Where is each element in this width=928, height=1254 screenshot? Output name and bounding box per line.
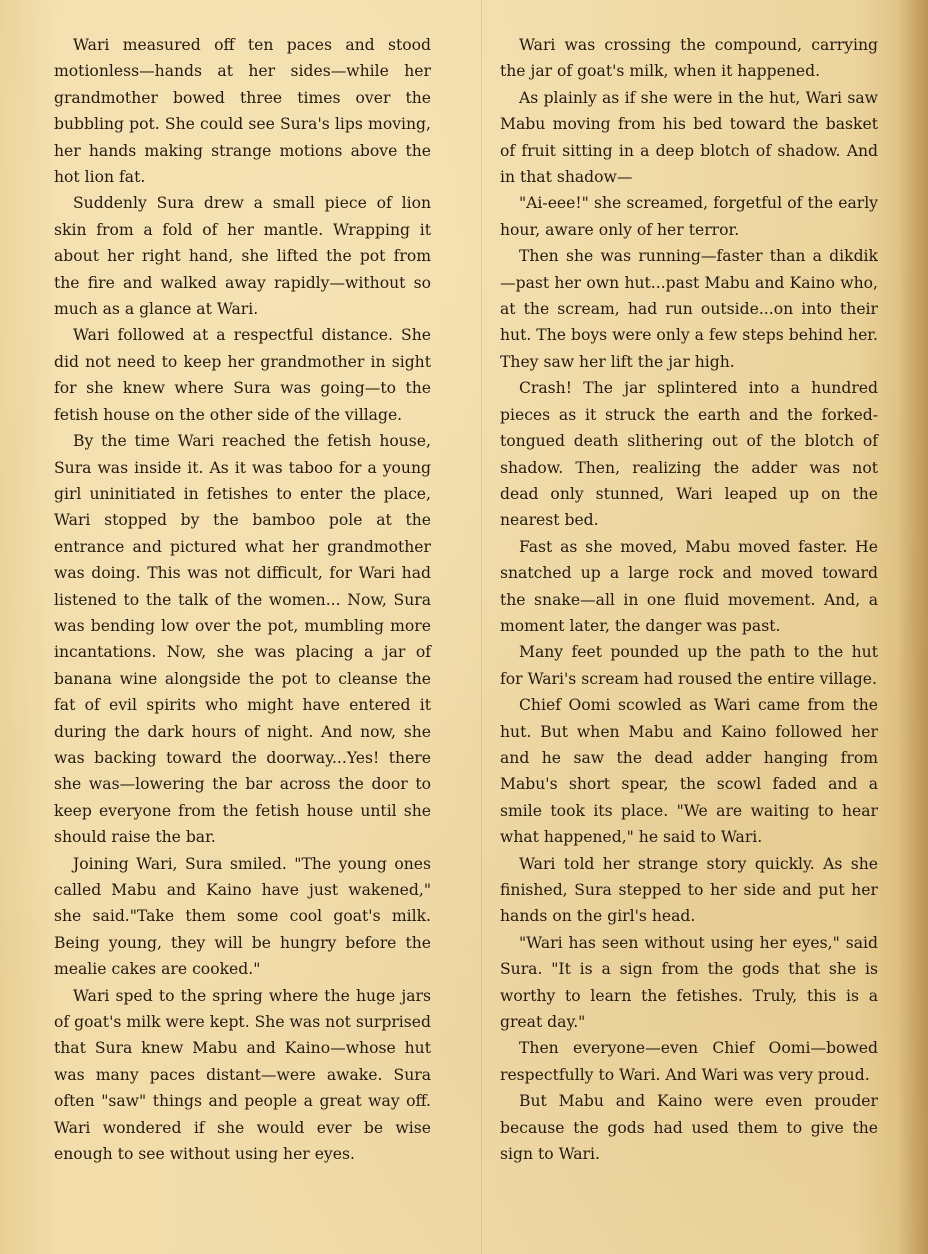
paragraph: By the time Wari reached the fetish house, Sura was inside it. As it was taboo for a young girl uninitiated in fetishes to enter the place, Wari stopped by the bamboo pole at the entrance and pictured what her grandmother was doing. This was not difficult, for Wari had listened to the talk of the women... Now, Sura was bending low over the pot, mumbling more incantations. Now, she was placing a jar of banana wine alongside the pot to cleanse the fat of evil spirits who might have entered it during the dark hours of night. And now, she was backing toward the doorway...Yes! there she was—lowering the bar across the door to keep everyone from the fetish house until she should raise the bar. [54, 432, 431, 847]
paragraph: Fast as she moved, Mabu moved faster. He snatched up a large rock and moved toward the snake—all in one fluid movement. And, a moment later, the danger was past. [500, 537, 878, 635]
paragraph: Then she was running—faster than a dikdik—past her own hut...past Mabu and Kaino who, at the scream, had run outside...on into their hut. The boys were only a few steps behind her. They saw her lift the jar high. [500, 247, 878, 371]
paragraph: Wari told her strange story quickly. As she finished, Sura stepped to her side and put her hands on the girl's head. [500, 854, 878, 926]
column-divider [481, 0, 482, 1254]
paragraph: But Mabu and Kaino were even prouder because the gods had used them to give the sign to Wari. [500, 1092, 878, 1164]
paragraph: Suddenly Sura drew a small piece of lion skin from a fold of her mantle. Wrapping it about her right hand, she lifted the pot from the fire and walked away rapidly—without so much as a glance at Wari. [54, 194, 431, 319]
paragraph: Many feet pounded up the path to the hut for Wari's scream had roused the entire village. [500, 643, 878, 688]
right-column [500, 32, 878, 1167]
left-column [54, 32, 431, 1167]
paragraph: "Ai-eee!" she screamed, forgetful of the early hour, aware only of her terror. [500, 194, 878, 239]
paragraph: Wari followed at a respectful distance. She did not need to keep her grandmother in sight for she knew where Sura was going—to the fetish house on the other side of the village. [54, 326, 431, 424]
paragraph: Then everyone—even Chief Oomi—bowed respectfully to Wari. And Wari was very proud. [500, 1039, 878, 1084]
paragraph: Crash! The jar splintered into a hundred pieces as it struck the earth and the forked-tongued death slithering out of the blotch of shadow. Then, realizing the adder was not dead only stunned, Wari leaped up on the nearest bed. [500, 379, 878, 530]
paragraph: Chief Oomi scowled as Wari came from the hut. But when Mabu and Kaino followed her and he saw the dead adder hanging from Mabu's short spear, the scowl faded and a smile took its place. "We are waiting to hear what happened," he said to Wari. [500, 696, 878, 847]
paragraph: Wari measured off ten paces and stood motionless—hands at her sides—while her grandmother bowed three times over the bubbling pot. She could see Sura's lips moving, her hands making strange motions above the hot lion fat. [54, 36, 431, 187]
paragraph: "Wari has seen without using her eyes," said Sura. "It is a sign from the gods that she is worthy to learn the fetishes. Truly, this is a great day." [500, 933, 878, 1032]
paragraph: As plainly as if she were in the hut, Wari saw Mabu moving from his bed toward the basket of fruit sitting in a deep blotch of shadow. And in that shadow— [500, 88, 878, 187]
paragraph: Joining Wari, Sura smiled. "The young ones called Mabu and Kaino have just wakened," she said."Take them some cool goat's milk. Being young, they will be hungry before the mealie cakes are cooked." [54, 854, 431, 979]
paragraph: Wari was crossing the compound, carrying the jar of goat's milk, when it happened. [500, 36, 878, 81]
paragraph: Wari sped to the spring where the huge jars of goat's milk were kept. She was not surprised that Sura knew Mabu and Kaino—whose hut was many paces distant—were awake. Sura often "saw" things and people a great way off. Wari wondered if she would ever be wise enough to see without using her eyes. [54, 986, 431, 1164]
